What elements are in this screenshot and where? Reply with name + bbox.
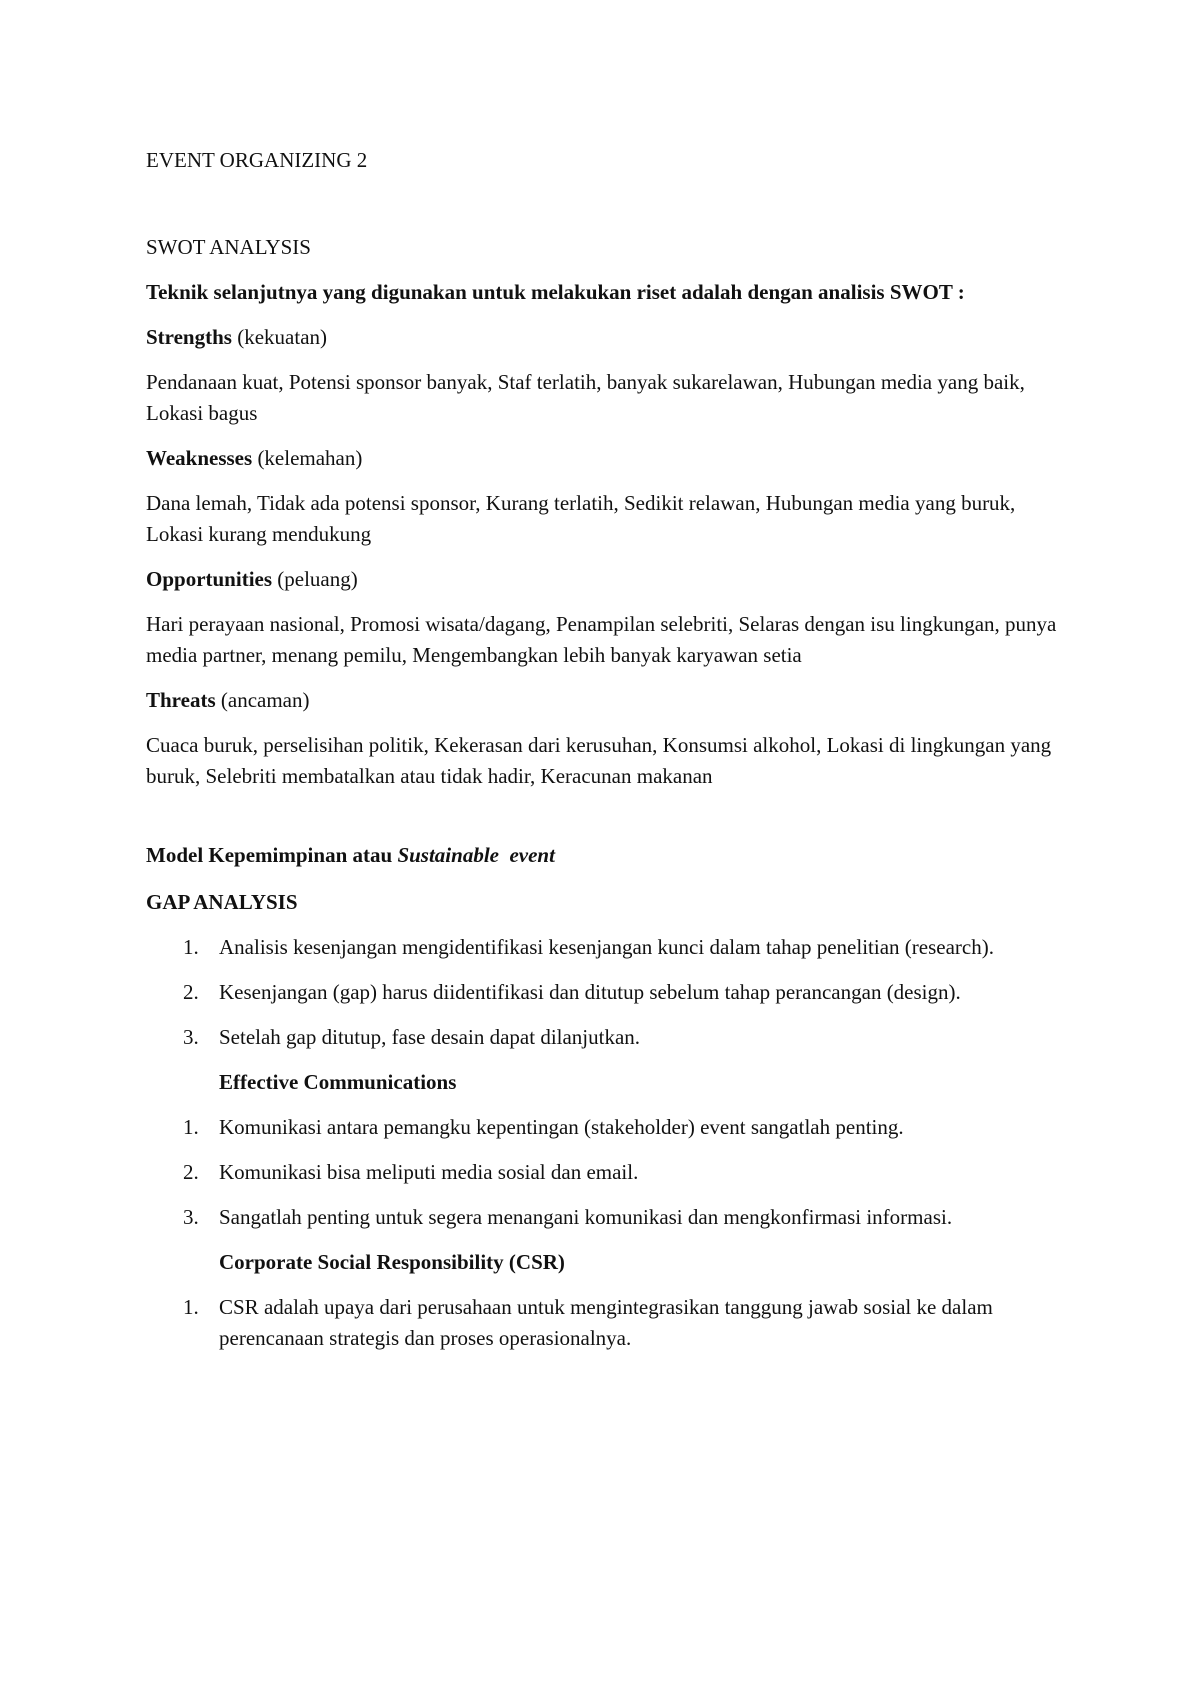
list-text: Sangatlah penting untuk segera menangani komunikasi dan mengkonfirmasi informasi. <box>219 1205 953 1229</box>
opportunities-translation: (peluang) <box>272 567 358 591</box>
list-number: 2. <box>183 1160 199 1184</box>
threats-label: Threats <box>146 688 216 712</box>
model-title-prefix: Model Kepemimpinan atau <box>146 843 398 867</box>
model-title-emphasis: Sustainable event <box>397 843 555 867</box>
list-item <box>146 932 1066 963</box>
list-text: Analisis kesenjangan mengidentifikasi kesenjangan kunci dalam tahap penelitian (research). <box>219 935 994 959</box>
list-number: 1. <box>183 1295 199 1319</box>
opportunities-text: Hari perayaan nasional, Promosi wisata/dagang, Penampilan selebriti, Selaras dengan isu lingkungan, punya media partner, menang pemilu, Mengembangkan lebih banyak karyawan setia <box>146 612 1057 667</box>
model-title <box>146 840 1066 871</box>
gap-analysis-list <box>146 932 1066 1053</box>
list-item <box>146 1157 1066 1188</box>
list-item <box>146 1112 1066 1143</box>
strengths-label: Strengths <box>146 325 232 349</box>
swot-section-title: SWOT ANALYSIS <box>146 235 311 259</box>
document-title: EVENT ORGANIZING 2 <box>146 148 368 172</box>
weaknesses-text: Dana lemah, Tidak ada potensi sponsor, Kurang terlatih, Sedikit relawan, Hubungan media yang buruk, Lokasi kurang mendukung <box>146 491 1016 546</box>
opportunities-heading <box>146 564 1066 595</box>
weaknesses-translation: (kelemahan) <box>252 446 363 470</box>
list-number: 2. <box>183 980 199 1004</box>
strengths-translation: (kekuatan) <box>231 325 328 349</box>
list-text: CSR adalah upaya dari perusahaan untuk mengintegrasikan tanggung jawab sosial ke dalam perencanaan strategis dan proses operasionalnya. <box>219 1295 993 1350</box>
threats-translation: (ancaman) <box>215 688 310 712</box>
list-item <box>146 977 1066 1008</box>
list-text: Komunikasi antara pemangku kepentingan (stakeholder) event sangatlah penting. <box>219 1115 904 1139</box>
list-item <box>146 1292 1066 1354</box>
list-number: 3. <box>183 1025 199 1049</box>
effective-communications-title: Effective Communications <box>219 1070 457 1094</box>
list-number: 1. <box>183 1115 199 1139</box>
weaknesses-heading <box>146 443 1066 474</box>
strengths-text: Pendanaan kuat, Potensi sponsor banyak, Staf terlatih, banyak sukarelawan, Hubungan media yang baik, Lokasi bagus <box>146 370 1025 425</box>
list-number: 1. <box>183 935 199 959</box>
list-number: 3. <box>183 1205 199 1229</box>
strengths-heading <box>146 322 1066 353</box>
opportunities-label: Opportunities <box>146 567 273 591</box>
threats-text: Cuaca buruk, perselisihan politik, Kekerasan dari kerusuhan, Konsumsi alkohol, Lokasi di lingkungan yang buruk, Selebriti membatalkan atau tidak hadir, Keracunan makanan <box>146 733 1052 788</box>
gap-analysis-title: GAP ANALYSIS <box>146 890 298 914</box>
threats-heading <box>146 685 1066 716</box>
list-text: Setelah gap ditutup, fase desain dapat dilanjutkan. <box>219 1025 641 1049</box>
swot-intro: Teknik selanjutnya yang digunakan untuk melakukan riset adalah dengan analisis SWOT : <box>146 280 965 304</box>
list-text: Kesenjangan (gap) harus diidentifikasi dan ditutup sebelum tahap perancangan (design). <box>219 980 961 1004</box>
csr-list <box>146 1292 1066 1354</box>
csr-title: Corporate Social Responsibility (CSR) <box>219 1250 565 1274</box>
list-text: Komunikasi bisa meliputi media sosial dan email. <box>219 1160 639 1184</box>
weaknesses-label: Weaknesses <box>146 446 253 470</box>
list-item <box>146 1202 1066 1233</box>
list-item <box>146 1022 1066 1053</box>
document-content <box>146 145 1066 1368</box>
effective-communications-list <box>146 1112 1066 1233</box>
